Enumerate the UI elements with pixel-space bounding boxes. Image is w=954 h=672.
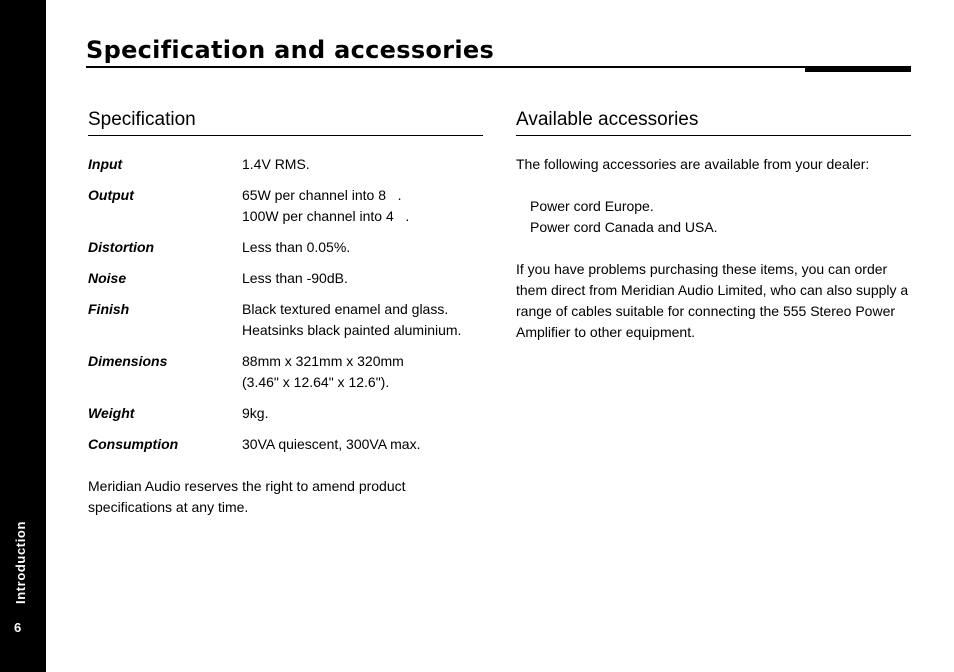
spec-row [88,237,483,258]
spec-value-line: 9kg. [242,405,269,421]
specification-heading: Specification [88,108,483,136]
spec-value-line: 88mm x 321mm x 320mm [242,353,404,369]
page-number: 6 [14,620,22,635]
title-rule-accent [805,66,911,72]
accessory-item: Power cord Europe. [530,198,654,214]
accessories-heading: Available accessories [516,108,911,136]
spec-value [242,268,483,289]
spec-row [88,434,483,455]
spec-value-line: 100W per channel into 4 . [242,208,410,224]
spec-label: Dimensions [88,353,168,369]
spec-label: Input [88,156,123,172]
spec-label: Distortion [88,239,155,255]
spec-row [88,154,483,175]
spec-value-line: 30VA quiescent, 300VA max. [242,436,421,452]
accessories-list [530,196,911,238]
spec-value [242,154,483,175]
spec-value-line: Heatsinks black painted aluminium. [242,322,462,338]
accessories-column [516,108,911,343]
spec-value-line: Black textured enamel and glass. [242,301,449,317]
spec-value [242,351,483,393]
spec-value [242,299,483,341]
spec-value [242,237,483,258]
spec-label: Consumption [88,436,179,452]
spec-value-line: Less than -90dB. [242,270,348,286]
spec-value [242,403,483,424]
spec-label: Output [88,187,134,203]
sidebar [0,0,46,672]
accessories-intro: The following accessories are available from your dealer: [516,156,870,172]
spec-label: Finish [88,301,130,317]
spec-row [88,268,483,289]
specification-column [88,108,483,518]
spec-value-line: 65W per channel into 8 . [242,187,402,203]
spec-value-line: Less than 0.05%. [242,239,351,255]
spec-label: Noise [88,270,127,286]
accessory-item: Power cord Canada and USA. [530,219,718,235]
spec-value-line: 1.4V RMS. [242,156,310,172]
spec-label: Weight [88,405,135,421]
spec-row [88,403,483,424]
spec-note: Meridian Audio reserves the right to amend product specifications at any time. [88,478,406,515]
page-title: Specification and accessories [86,36,495,64]
spec-value-line: (3.46" x 12.64" x 12.6"). [242,374,390,390]
spec-row [88,351,483,393]
spec-row [88,185,483,227]
spec-row [88,299,483,341]
spec-value [242,434,483,455]
title-rule [86,66,911,68]
accessories-paragraph: If you have problems purchasing these items, you can order them direct from Meridian Audio Limited, who can also supply a range of cables suitable for connecting the 555 Stereo Power Amplifier to other equipment. [516,261,909,340]
sidebar-section-label: Introduction [13,520,28,604]
spec-value [242,185,483,227]
spec-list [88,154,483,455]
